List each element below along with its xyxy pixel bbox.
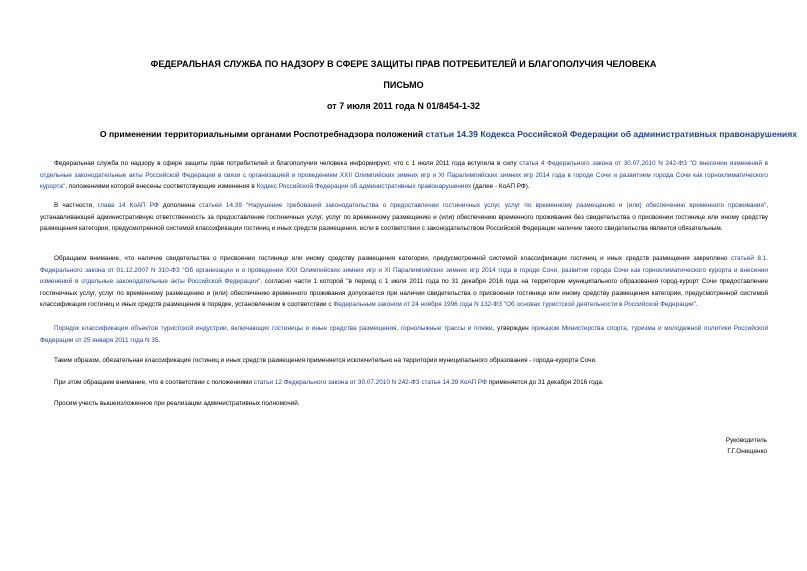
p4-text-1: , утвержден	[492, 325, 532, 332]
p3-text-1: Обращаем внимание, что наличие свидетельства о присвоении гостинице или иному средству размещения категории, предусмотренной системой классификации гостиниц и иных средств размещения закреплено	[54, 255, 731, 262]
paragraph-5	[40, 355, 768, 367]
p3-text-2: , согласно части 1 которой "в период с 1 июля 2011 года по 31 декабря 2016 года на территории муниципального образования город-курорт Сочи предоставление гостиничных услуг, услуг по временному размещению и (или) обеспечению временного проживания допускается при наличии свидетельства о присвоении гостинице или иному средству размещения категории, предусмотренной системой классификации гостиниц и иных средств размещения в порядке, установленном в соответствии с	[40, 278, 769, 308]
subject-text: О применении территориальными органами Роспотребнадзора положений	[99, 129, 426, 139]
p1-text-1: Федеральная служба по надзору в сфере защиты прав потребителей и благополучия человека информирует, что с 1 июля 2011 года вступила в силу	[54, 160, 520, 167]
document-subject	[22, 129, 797, 140]
p3-link-law-310[interactable]: статьей 8.1. Федерального закона от 01.12.2007 N 310-ФЗ "Об организации и о проведении XXII Олимпийских зимних игр и XI Паралимпийских зимних игр 2014 года в городе Сочи, развитии города Сочи как горноклиматического курорта и внесении изменений в отдельные законодательные акты Российской Федерации"	[40, 255, 769, 285]
paragraph-6	[40, 377, 768, 389]
paragraph-2	[40, 200, 768, 235]
p2-link-chapter-14[interactable]: глава 14 КоАП РФ	[97, 202, 159, 209]
p6-text-3: применяется до 31 декабря 2016 года.	[486, 379, 604, 386]
p1-link-koap[interactable]: Кодекс Российской Федерации об административных правонарушениях	[256, 183, 472, 190]
subject-link-article-14-39[interactable]: статьи 14.39 Кодекса Российской Федерации об административных правонарушениях	[425, 129, 797, 139]
p2-text-1: В частности,	[54, 202, 98, 209]
p4-link-classification-order[interactable]: Порядок классификации объектов туристской индустрии, включающих гостиницы и иные средства размещения, горнолыжные трассы и пляжи	[54, 325, 493, 332]
p1-link-federal-law-242[interactable]: статья 4 Федерального закона от 30.07.2010 N 242-ФЗ "О внесении изменений в отдельные законодательные акты Российской Федерации в связи с организацией и проведением XXII Олимпийских зимних игр и XI Паралимпийских зимних игр 2014 года в городе Сочи и развитием города Сочи как горноклиматического курорта"	[40, 160, 768, 190]
p4-link-ministry-order[interactable]: приказом Министерства спорта, туризма и молодежной политики Российской Федерации от 25 января 2011 года N 35	[40, 325, 769, 344]
document-date-number: от 7 июля 2011 года N 01/8454-1-32	[327, 101, 480, 111]
paragraph-7	[40, 398, 768, 410]
p1-text-3: (далее - КоАП РФ).	[471, 183, 530, 190]
p6-text-1: При этом обращаем внимание, что в соответствии с положениями	[54, 379, 254, 386]
p3-link-law-132[interactable]: Федеральным законом от 24 ноября 1996 года N 132-ФЗ "Об основах туристской деятельности в Российской Федерации"	[333, 301, 696, 308]
p6-link-article-14-39[interactable]: статья 14.39 КоАП РФ	[421, 379, 487, 386]
signature-name: Г.Г.Онищенко	[727, 448, 767, 455]
p2-link-article-14-39[interactable]: статьей 14.39 "Нарушение требований законодательства о предоставлении гостиничных услуг, услуг по временному размещению и (или) обеспечению временного проживания"	[198, 202, 767, 209]
document-type: ПИСЬМО	[383, 80, 424, 90]
p4-text-2: .	[158, 336, 161, 344]
p2-text-3: , устанавливающей административную ответственность за предоставление гостиничных услуг, услуг по временному размещению и (или) обеспечению временного проживания без свидетельства о присвоении гостинице или иному средству размещения категории, предусмотренной системой классификации гостиниц и иных средств размещения, если в соответствии с законодательством Российской Федерации наличие такого свидетельства является обязательным.	[40, 202, 768, 232]
signature-title: Руководитель	[725, 437, 767, 444]
p3-text-3: .	[695, 301, 698, 308]
paragraph-3	[40, 253, 768, 311]
paragraph-1	[40, 158, 768, 193]
agency-title: ФЕДЕРАЛЬНАЯ СЛУЖБА ПО НАДЗОРУ В СФЕРЕ ЗАЩИТЫ ПРАВ ПОТРЕБИТЕЛЕЙ И БЛАГОПОЛУЧИЯ ЧЕЛОВЕКА	[150, 59, 657, 69]
paragraph-4	[40, 323, 768, 346]
p5-text-1: Таким образом, обязательная классификация гостиниц и иных средств размещения применяется исключительно на территории муниципального образования - города-курорта Сочи.	[54, 357, 597, 364]
p7-text-1: Просим учесть вышеизложенное при реализации административных полномочий.	[54, 400, 300, 407]
p1-text-2: , положениями которой внесены соответствующие изменения в	[65, 183, 257, 190]
p2-text-2: дополнена	[158, 202, 199, 209]
p6-link-article-12[interactable]: статьи 12 Федерального закона от 30.07.2010 N 242-ФЗ	[253, 379, 420, 386]
